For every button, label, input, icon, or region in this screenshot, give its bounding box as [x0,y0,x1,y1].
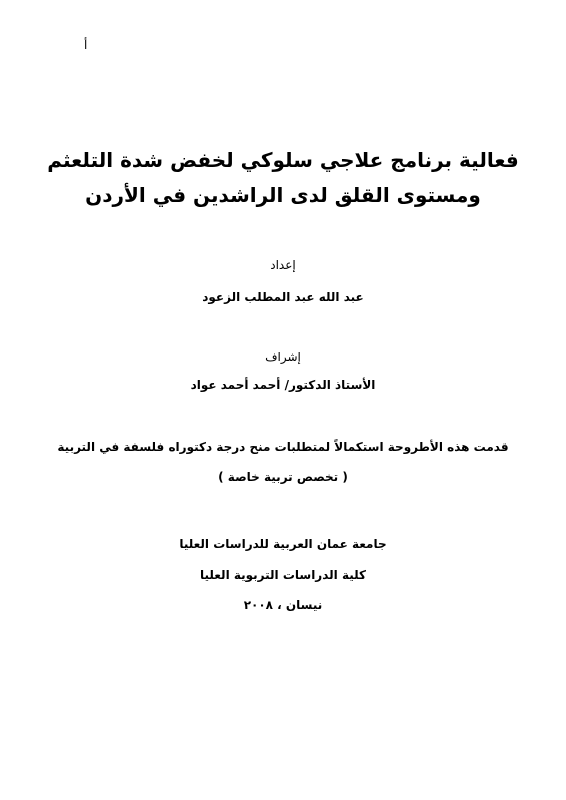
supervisor-name: الأستاذ الدكتور/ أحمد أحمد عواد [190,378,376,392]
preparation-label: إعداد [270,258,296,272]
page-number: أ [84,38,88,52]
submission-statement: قدمت هذه الأطروحة استكمالاً لمتطلبات منح درجة دكتوراه فلسفة في التربية [57,440,509,454]
supervision-label: إشراف [265,350,301,364]
specialization-text: ( تخصص تربية خاصة ) [218,470,348,484]
thesis-title-line-1: فعالية برنامج علاجي سلوكي لخفض شدة التلعثم [47,148,519,172]
university-name: جامعة عمان العربية للدراسات العليا [179,537,387,551]
college-name: كلية الدراسات التربوية العليا [199,568,366,582]
author-name: عبد الله عبد المطلب الزعود [202,290,364,304]
thesis-title-line-2: ومستوى القلق لدى الراشدين في الأردن [85,183,481,207]
submission-date: نيسان ، ٢٠٠٨ [243,598,323,612]
